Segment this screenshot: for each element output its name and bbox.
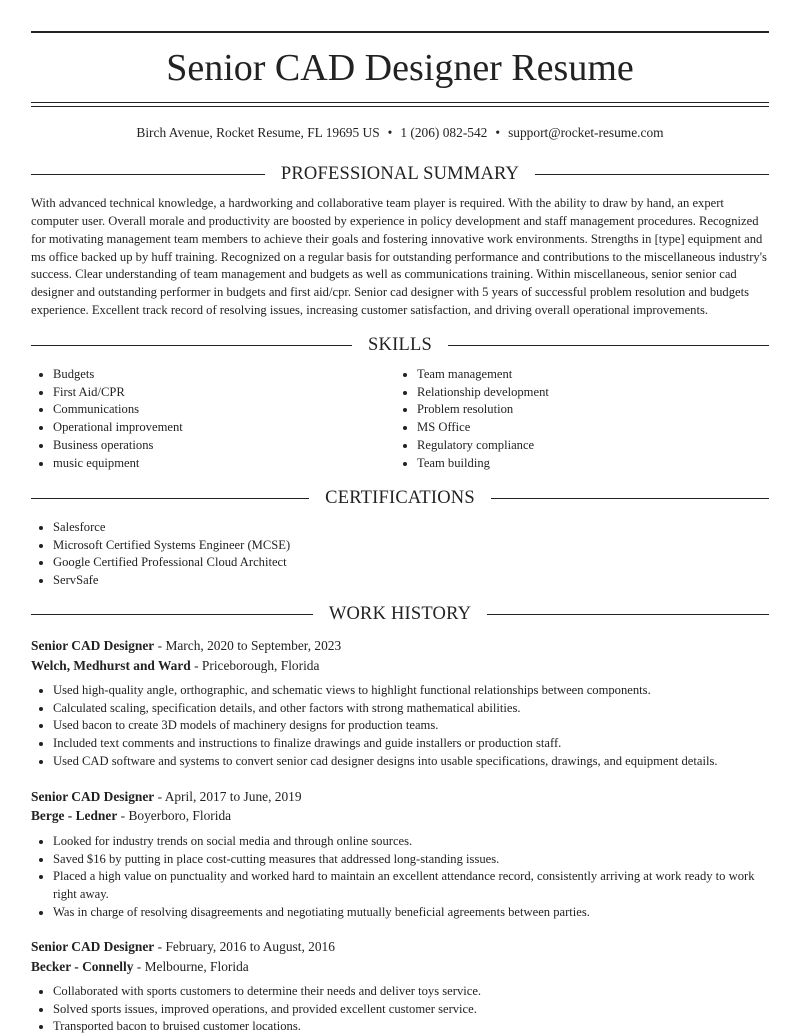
contact-phone: 1 (206) 082-542 (400, 125, 488, 140)
divider (31, 614, 313, 615)
job-bullet: • Solved sports issues, improved operations, and provided excellent customer service. (53, 1001, 769, 1019)
dash: - (194, 658, 199, 673)
skill-item: • Operational improvement (53, 419, 393, 437)
title-rule-lower (31, 106, 769, 107)
job-bullet: • Collaborated with sports customers to determine their needs and deliver toys service. (53, 983, 769, 1001)
job-dates: February, 2016 to August, 2016 (165, 939, 335, 954)
resume-title: Senior CAD Designer Resume (166, 47, 634, 89)
contact-separator: • (495, 125, 501, 140)
job-company-line (31, 957, 769, 976)
job-company-line (31, 656, 769, 675)
section-title-work: WORK HISTORY (328, 604, 472, 624)
divider (535, 174, 769, 175)
job-bullet: • Used high-quality angle, orthographic, and schematic views to highlight functional relationships between components. (53, 682, 769, 700)
job-bullet: • Was in charge of resolving disagreements and negotiating mutually beneficial agreements between parties. (53, 904, 769, 922)
contact-separator: • (387, 125, 393, 140)
title-rule-upper (31, 102, 769, 103)
section-title-summary: PROFESSIONAL SUMMARY (280, 164, 520, 184)
divider (31, 174, 265, 175)
job-bullet: • Looked for industry trends on social media and through online sources. (53, 833, 769, 851)
section-header-certifications (31, 486, 769, 510)
summary-paragraph: With advanced technical knowledge, a hardworking and collaborative team player is required. With the ability to draw by hand, an expert computer user. Overall morale and productivity are boosted by experience in policy development and staff management procedures. Recognized for motivating management team members to achieve their goals and fostering innovative work environments. Strengths in [type] equipment and ms office backed up by huff training. Recognized on a regular basis for outstanding performance and contributions to the miscellaneous industry's success. Clear understanding of team management and budgets as well as communications training. Within miscellaneous, senior senior cad designer and outstanding performer in budgets and first aid/cpr. Senior cad designer with 5 years of successful problem resolution and budgets experience. Excellent track record of resolving issues, increasing customer satisfaction, and driving overall operational improvements. (31, 196, 767, 318)
divider (31, 498, 309, 499)
job-location: Boyerboro, Florida (128, 808, 232, 823)
section-header-work (31, 602, 769, 626)
job-title: Senior CAD Designer (31, 789, 155, 804)
top-rule (31, 31, 769, 33)
job-bullet: • Calculated scaling, specification details, and other factors with strong mathematical abilities. (53, 700, 769, 718)
section-title-skills: SKILLS (368, 335, 432, 355)
skill-item: • Communications (53, 401, 393, 419)
divider (31, 345, 352, 346)
dash: - (157, 638, 163, 653)
skill-item: • music equipment (53, 455, 393, 473)
skill-item: • First Aid/CPR (53, 384, 393, 402)
certification-item: • Google Certified Professional Cloud Architect (53, 554, 769, 572)
job-title-line (31, 636, 769, 655)
skill-item: • Regulatory compliance (417, 437, 757, 455)
job-location: Priceborough, Florida (201, 658, 320, 673)
skill-item: • Business operations (53, 437, 393, 455)
divider (491, 498, 769, 499)
skill-item: • Team management (417, 366, 757, 384)
skills-list-right (395, 366, 757, 472)
job-bullet: • Placed a high value on punctuality and worked hard to maintain an excellent attendance record, consistently arriving at work ready to work right away. (53, 868, 769, 903)
job-bullet: • Saved $16 by putting in place cost-cutting measures that addressed long-standing issues. (53, 851, 769, 869)
skill-item: • Budgets (53, 366, 393, 384)
certification-item: • Salesforce (53, 519, 769, 537)
job-bullet: • Included text comments and instructions to finalize drawings and guide installers or production staff. (53, 735, 769, 753)
skill-item: • Relationship development (417, 384, 757, 402)
job-bullets (31, 983, 769, 1036)
job-company: Welch, Medhurst and Ward (31, 658, 191, 673)
section-header-summary (31, 162, 769, 186)
dash: - (157, 939, 163, 954)
job-bullet: • Transported bacon to bruised customer locations. (53, 1018, 769, 1036)
divider (487, 614, 769, 615)
job-title: Senior CAD Designer (31, 939, 155, 954)
divider (448, 345, 769, 346)
job-bullet: • Used bacon to create 3D models of machinery designs for production teams. (53, 717, 769, 735)
job-title-line (31, 937, 769, 956)
contact-email[interactable]: support@rocket-resume.com (508, 125, 664, 140)
section-title-certifications: CERTIFICATIONS (325, 488, 475, 508)
job-title: Senior CAD Designer (31, 638, 155, 653)
job-location: Melbourne, Florida (144, 959, 249, 974)
job-company: Berge - Ledner (31, 808, 118, 823)
contact-address: Birch Avenue, Rocket Resume, FL 19695 US (136, 125, 380, 140)
skill-item: • Problem resolution (417, 401, 757, 419)
job-dates: March, 2020 to September, 2023 (165, 638, 342, 653)
job-bullet: • Used CAD software and systems to convert senior cad designer designs into usable specifications, drawings, and equipment details. (53, 753, 769, 771)
job-bullets (31, 682, 769, 771)
job-bullets (31, 833, 769, 922)
job-title-line (31, 787, 769, 806)
job-dates: April, 2017 to June, 2019 (164, 789, 302, 804)
job-company: Becker - Connelly (31, 959, 134, 974)
skills-list-left (31, 366, 393, 472)
certifications-list (31, 519, 769, 590)
certification-item: • Microsoft Certified Systems Engineer (MCSE) (53, 537, 769, 555)
job-company-line (31, 806, 769, 825)
section-header-skills (31, 333, 769, 357)
certification-item: • ServSafe (53, 572, 769, 590)
skill-item: • Team building (417, 455, 757, 473)
skill-item: • MS Office (417, 419, 757, 437)
dash: - (157, 789, 163, 804)
contact-line (0, 123, 800, 143)
dash: - (136, 959, 142, 974)
dash: - (120, 808, 126, 823)
